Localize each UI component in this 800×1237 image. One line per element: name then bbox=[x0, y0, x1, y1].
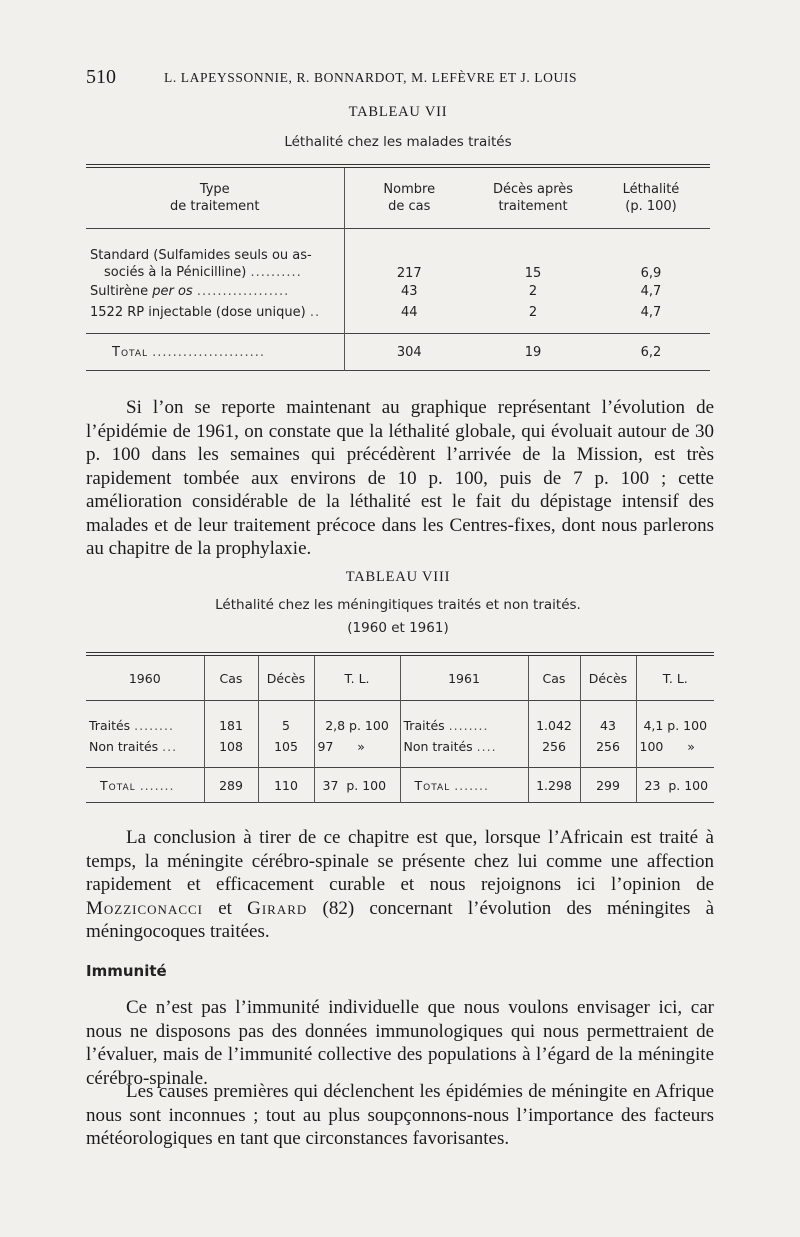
paragraph: Ce n’est pas l’immunité individuelle que nous voulons envisager ici, car nous ne disposons pas des données immunologiques qui nous permettraient de l’évaluer, mais de l’immunité collective des populations à l’égard de la méningite cérébro-spinale. bbox=[86, 997, 714, 1089]
cell-cas-1960: 108 bbox=[204, 736, 258, 768]
table7-header-lethalite: Léthalité (p. 100) bbox=[622, 182, 680, 214]
cell-deces-1960: 5 bbox=[258, 701, 314, 737]
table8-header-deces-1961: Décès bbox=[580, 654, 636, 701]
table-row bbox=[86, 736, 714, 768]
cell-cas: 44 bbox=[344, 302, 474, 334]
table-row bbox=[86, 281, 710, 302]
cell-cas-1961: 1.042 bbox=[528, 701, 580, 737]
table-row bbox=[86, 701, 714, 737]
table-row bbox=[86, 302, 710, 334]
total-deces: 19 bbox=[524, 344, 542, 360]
cell-cas: 217 bbox=[344, 229, 474, 282]
cell-deces: 2 bbox=[528, 305, 538, 320]
table8-header-cas-1960: Cas bbox=[204, 654, 258, 701]
table8 bbox=[86, 652, 714, 803]
cell-deces-1961: 43 bbox=[580, 701, 636, 737]
row-label: Traités ........ bbox=[89, 718, 174, 733]
cell-tl-1960: 97 » bbox=[314, 736, 400, 768]
total-lethalite: 6,2 bbox=[640, 344, 662, 360]
cell-deces: 2 bbox=[528, 284, 538, 299]
cell-deces-1960: 105 bbox=[258, 736, 314, 768]
table-row bbox=[86, 229, 710, 282]
row-label-1961: Non traités .... bbox=[400, 736, 528, 768]
table8-header-tl-1961: T. L. bbox=[636, 654, 714, 701]
table7-header-type: Type de traitement bbox=[170, 182, 260, 214]
cell-cas-1960: 181 bbox=[204, 701, 258, 737]
row-label-1961: Traités ........ bbox=[400, 701, 528, 737]
paragraph: La conclusion à tirer de ce chapitre est que, lorsque l’Africain est traité à temps, la méningite cérébro-spinale se présente chez lui comme une affection rapidement et efficacement curable et nous rejoignons ici l’opinion de Mozziconacci et Girard (82) concernant l’évolution des méningites à méningocoques traitées. bbox=[86, 827, 714, 942]
cell-tl-1961: 4,1 p. 100 bbox=[636, 701, 714, 737]
cell-tl-1961: 100 » bbox=[636, 736, 714, 768]
total-tl-1960: 37 p. 100 bbox=[314, 768, 400, 803]
paragraph: Si l’on se reporte maintenant au graphique représentant l’évolution de l’épidémie de 1961, on constate que la léthalité globale, qui évoluait autour de 30 p. 100 dans les semaines qui précédèrent l’arrivée de la Mission, est très rapidement tombée aux environs de 10 p. 100, puis de 7 p. 100 ; cette amélioration considérable de la léthalité est le fait du dépistage intensif des malades et de leur traitement précoce dans les Centres-fixes, dont nous parlerons au chapitre de la prophylaxie. bbox=[86, 397, 714, 559]
section-heading: Immunité bbox=[86, 962, 167, 980]
table8-header-row bbox=[86, 654, 714, 701]
total-label: Total ....... bbox=[100, 777, 175, 793]
table8-header-deces-1960: Décès bbox=[258, 654, 314, 701]
total-deces-1960: 110 bbox=[258, 768, 314, 803]
cell-deces-1961: 256 bbox=[580, 736, 636, 768]
table7-total-row bbox=[86, 334, 710, 371]
table8-years: (1960 et 1961) bbox=[347, 620, 449, 636]
table8-total-row bbox=[86, 768, 714, 803]
table8-header-1960: 1960 bbox=[128, 670, 161, 686]
table7 bbox=[86, 164, 710, 371]
total-cas-1960: 289 bbox=[204, 768, 258, 803]
cell-tl-1960: 2,8 p. 100 bbox=[314, 701, 400, 737]
table8-header-cas-1961: Cas bbox=[528, 654, 580, 701]
running-head-authors: L. LAPEYSSONNIE, R. BONNARDOT, M. LEFÈVRE ET J. LOUIS bbox=[164, 70, 578, 85]
table8-header-tl-1960: T. L. bbox=[314, 654, 400, 701]
page-number: 510 bbox=[86, 66, 116, 88]
cell-lethalite: 4,7 bbox=[640, 305, 662, 320]
paragraph: Les causes premières qui déclenchent les épidémies de méningite en Afrique nous sont inconnues ; tout au plus soupçonnons-nous l’importance des facteurs météorologiques en tant que circonstances favorisantes. bbox=[86, 1081, 714, 1149]
table8-subtitle: Léthalité chez les méningitiques traités et non traités. bbox=[215, 597, 581, 613]
total-deces-1961: 299 bbox=[580, 768, 636, 803]
row-label: Non traités ... bbox=[89, 739, 178, 754]
table7-header-row bbox=[86, 166, 710, 229]
total-label: Total ...................... bbox=[112, 344, 266, 360]
table8-title: TABLEAU VIII bbox=[345, 569, 451, 585]
total-label-1961: Total ....... bbox=[400, 768, 528, 803]
total-cas: 304 bbox=[344, 334, 474, 371]
cell-lethalite: 6,9 bbox=[640, 266, 662, 281]
table7-header-deces: Décès après traitement bbox=[492, 182, 574, 214]
total-tl-1961: 23 p. 100 bbox=[636, 768, 714, 803]
table8-header-1961: 1961 bbox=[400, 654, 528, 701]
cell-deces: 15 bbox=[524, 266, 542, 281]
cell-cas: 43 bbox=[344, 281, 474, 302]
row-label: 1522 RP injectable (dose unique) .. bbox=[90, 305, 321, 320]
cell-lethalite: 4,7 bbox=[640, 284, 662, 299]
table7-title: TABLEAU VII bbox=[348, 104, 448, 120]
total-cas-1961: 1.298 bbox=[528, 768, 580, 803]
row-label: Sultirène per os .................. bbox=[90, 284, 290, 299]
table7-subtitle: Léthalité chez les malades traités bbox=[284, 134, 512, 150]
running-head bbox=[86, 66, 726, 90]
row-label: Standard (Sulfamides seuls ou as- sociés à la Pénicilline) .......... bbox=[90, 248, 312, 280]
table7-header-nombre: Nombre de cas bbox=[344, 166, 474, 229]
cell-cas-1961: 256 bbox=[528, 736, 580, 768]
